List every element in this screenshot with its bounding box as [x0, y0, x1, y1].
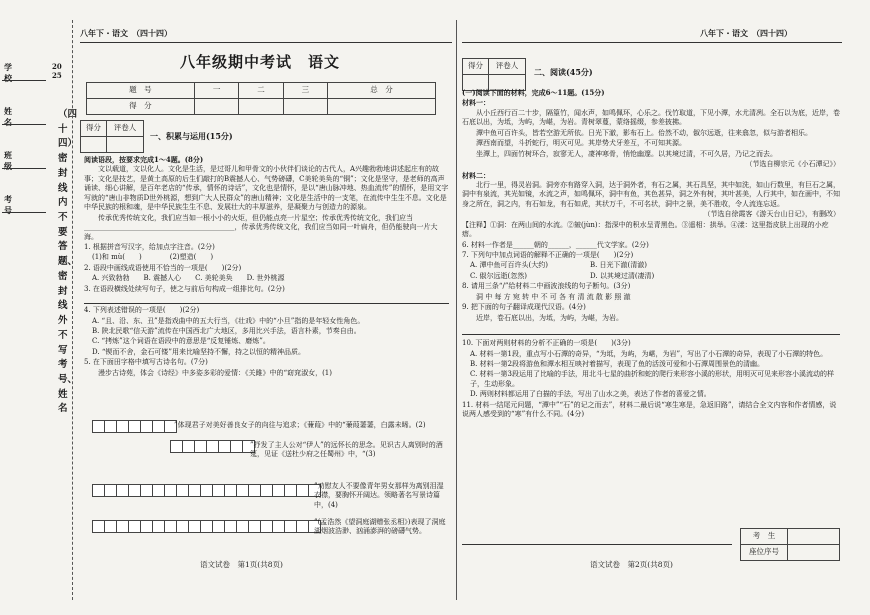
question-option: A. 材料一第1段，重点写小石潭的奇异，“为坻，为屿，为嵁，为岩”，写出了小石潭的奇异，表现了小石潭的特色。: [470, 349, 828, 358]
page1-body: [84, 155, 449, 379]
question-item: 7. 下列句中加点词语的解释不正确的一项是( )(2分): [462, 251, 634, 259]
name-label: 姓 名: [4, 106, 21, 127]
page1-footer: 语文试卷 第1页(共8页): [200, 560, 283, 569]
year-mark: 2025: [52, 62, 62, 81]
question-item: 3. 在语段横线处续写句子，使之与前后句构成一组排比句。(2分): [84, 284, 285, 293]
poem-prompt: 漫步古诗苑，体会《诗经》中多姿多彩的爱情：《关雎》中的“窈窕淑女，(1): [98, 368, 332, 377]
poem-prompt: ”体现君子对美好善良女子的向往与追求；《蒹葭》中的“蒹葭萋萋，白露未晞。(2): [174, 421, 426, 429]
seat-label: 考 生: [741, 529, 788, 545]
class-field[interactable]: [2, 168, 46, 169]
question-option: A. 兴致勃勃 B. 震撼人心 C. 美轮美奂 D. 世外桃源: [92, 274, 285, 283]
material-label: 材料一：: [462, 98, 490, 108]
score-cell[interactable]: [239, 99, 283, 115]
page1-header-rule: [80, 42, 452, 43]
question-option: D. “锲而不舍，金石可镂”用来比喻坚持不懈，持之以恒的精神品质。: [92, 347, 305, 356]
poem-prompt: ”(孟浩然《望洞庭湖赠张丞相》)表现了洞庭湖烟波浩渺、汹涌澎湃的磅礴气势。: [314, 518, 446, 536]
subsection-instruction: (一)阅读下面的材料，完成6～11题。(15分): [462, 88, 605, 97]
material-label: 材料二：: [462, 170, 490, 180]
section1-heading: 一、积累与运用(15分): [150, 131, 233, 141]
grader-box-2: [462, 58, 526, 91]
grader-score-label: 得分: [463, 59, 489, 75]
score-cell: 三: [283, 83, 327, 99]
seat-label: 座位序号: [741, 545, 788, 561]
question-option: C. “拷炼”这个词语在语段中的意思是“反复锤炼、磨炼”。: [92, 337, 270, 346]
question-option: B. 陕北民歌“信天游”流传在中国西北广大地区，多用比兴手法，语言朴素，节奏自由。: [92, 327, 361, 335]
score-cell: 二: [239, 83, 283, 99]
exam-no-label: 考 号: [4, 194, 21, 215]
question-item: 10. 下面对两则材料的分析不正确的一项是( )(3分): [462, 339, 631, 348]
passage-paragraph: 文以载道，文以化人。文化是生活，是过哥儿和甲骨文的小伙伴们谈论的古代人，A兴趣勃勃地讲述起庄有的故事；文化是技艺，是黄土高原的后生们敲打的B震撼人心、气势磅礴，C美轮美奂的“铜”；文化是坚守，是老师的高声诵读、细心讲解，是百年老店的“传承，情怀的诗话”，文化也是情怀，是以“唐山脉冲地、热血流传”的情怀，是用文字写就的“唐山非物质D世外桃源，想到广大人民群众”的唐山精神；文化是生活中的一支笔，在流传中生生不息。文化是中华民族的根和魂，是中华民族生生不息、发展壮大的丰厚滋养，是凝聚力与创造力的源泉。: [84, 165, 449, 212]
score-cell[interactable]: [283, 99, 327, 115]
exam-title: 八年级期中考试 语文: [180, 53, 341, 71]
material-paragraph: 潭中鱼可百许头，皆若空游无所依。日光下澈，影布石上。佁然不动，俶尔远逝，往来翕忽，似与游者相乐。: [476, 128, 812, 137]
seal-line-notice: （四十四）密封线内不要答题、密封线外不写考号、姓名: [58, 109, 78, 415]
score-table: [86, 82, 436, 115]
question-item: 2. 语段中画线成语使用不恰当的一项是( )(2分): [84, 263, 242, 272]
grader-field[interactable]: [107, 137, 144, 153]
annotation-notes: 【注释】①洞：在两山间的水流。②皴(jùn)：指深中的积水呈青黑色。③遥相：拱举。④漾：这里指皮肤上出现的小疙瘩。: [462, 220, 829, 239]
poem-prompt: ”劝慰友人不要像青年男女那样为离别泪湿衣襟，要胸怀开阔达。领略著名写景诗篇中，(4): [314, 482, 444, 509]
page2-footer: 语文试卷 第2页(共8页): [590, 560, 673, 569]
binding-strip: [0, 0, 78, 615]
passage-paragraph: 传承优秀传统文化，我们应当如一根小小的火炬，但仍能点亮一片星空；传承优秀传统文化，我们应当___________________________________________，传承优秀传统文化，我们应当如同一叶扁舟，但仍能驶向一片大海。: [84, 213, 438, 241]
page2-body: [462, 88, 840, 421]
seat-number-box: [740, 528, 840, 561]
question-item: 6. 材料一作者是______朝的______，______代文学家。(2分): [462, 240, 649, 249]
score-cell: 一: [194, 83, 238, 99]
tianzige-grid[interactable]: [92, 520, 320, 533]
question-item: 4. 下列表述错误的一项是( )(2分): [84, 306, 200, 315]
grader-score-field[interactable]: [81, 137, 107, 153]
grader-label: 评卷人: [489, 59, 526, 75]
class-label: 班 级: [4, 150, 21, 171]
question-option: C. 材料一第3段运用了比喻的手法，用北斗七星的曲折和蛇的爬行来形容小溪的形状，用明灭可见来形容小溪流动的样子，生动形象。: [470, 370, 835, 388]
seat-field[interactable]: [788, 545, 840, 561]
grader-score-label: 得分: [81, 121, 107, 137]
answer-line[interactable]: [84, 295, 449, 304]
material-source: （节选自柳宗元《小石潭记》）: [745, 160, 840, 169]
question-item: 5. 在下面田字格中填写古诗名句。(7分): [84, 358, 208, 367]
page-divider: [456, 20, 457, 600]
material-paragraph: 潭西南而望，斗折蛇行，明灭可见。其岸势犬牙差互，不可知其源。: [476, 139, 686, 148]
material-source: （节选自徐霞客《游天台山日记》，有删改）: [703, 210, 840, 219]
question-option: C. 俶尔远逝(忽然) D. 以其境过清(凄清): [470, 271, 655, 280]
answer-line[interactable]: [462, 544, 732, 545]
question-item: 9. 把下面的句子翻译成现代汉语。(4分): [462, 303, 586, 312]
name-field[interactable]: [2, 124, 46, 125]
question-item: (1)和 mù( ) (2)塑造( ): [92, 253, 214, 262]
section2-heading: 二、阅读(45分): [534, 67, 593, 77]
question-option: B. 材料一第2段将游鱼和潭水相互映衬着描写，表现了鱼的活泼可爱和小石潭周围景色的清幽。: [470, 359, 765, 368]
score-cell: 总 分: [328, 83, 436, 99]
reading-instruction: 阅读语段，按要求完成1～4题。(8分): [84, 155, 204, 164]
question-item: 8. 请用三条“/”给材料二中画波浪线的句子断句。(3分): [462, 282, 631, 291]
school-field[interactable]: [2, 80, 46, 81]
question-option: A. 潭中鱼可百许头(大约) B. 日光下澈(清澈): [470, 261, 648, 270]
grader-label: 评卷人: [107, 121, 144, 137]
page1-header: 八年下・语文 （四十四）: [80, 28, 172, 38]
question-option: A. “且、沿、东、丑”是指戏曲中的五大行当，《壮戏》中的“小旦”指的是年轻女性角色。: [92, 316, 365, 325]
question-item: 11. 材料一结尾元问题，“潭中”“石”的记之而去”，材料二最后说“寒生寒是，急返旧路”，请结合全文内容和作者情感，说说两人感受到的“寒”有什么不同。(4分): [462, 400, 837, 419]
answer-line[interactable]: [462, 324, 840, 335]
material-paragraph: 坐潭上，四面竹树环合，寂寥无人，凄神寒骨，悄怆幽邃。以其境过清，不可久居，乃记之而去。: [476, 149, 777, 158]
score-cell[interactable]: [194, 99, 238, 115]
school-label: 学 校: [4, 62, 21, 83]
poem-prompt: ”抒发了主人公对“伊人”的远怀长的思念。见识古人离别时的酒筵，见证《送杜少府之任蜀州》中，“(3): [250, 441, 443, 459]
tianzige-grid[interactable]: [92, 484, 320, 497]
grader-box-1: [80, 120, 144, 153]
question-item: 1. 根据拼音写汉字，给加点字注音。(2分): [84, 242, 215, 251]
question-option: D. 两则材料都运用了白描的手法，写出了山水之美，表达了作者的喜爱之情。: [470, 390, 711, 399]
material-paragraph: 从小丘西行百二十步，隔篁竹，闻水声，如鸣佩环，心乐之。伐竹取道，下见小潭，水尤清冽。全石以为底，近岸，卷石底以出，为坻，为屿，为嵁，为岩。青树翠蔓，蒙络摇缀，参差披拂。: [462, 108, 840, 127]
exam-no-field[interactable]: [2, 212, 46, 213]
seal-line: [72, 20, 73, 600]
page2-header-rule: [462, 42, 842, 43]
tianzige-grid[interactable]: [170, 440, 254, 453]
sentence-to-segment: 洞 中 每 方 宛 转 中 不 可 各 有 清 流 散 影 照 澈: [476, 292, 631, 301]
score-cell[interactable]: [328, 99, 436, 115]
page2-header: 八年下・语文 （四十四）: [700, 28, 792, 38]
material-paragraph: 北行一里，得灵岩洞。洞旁亦有路穿入洞，达于洞外者，有石之属，其石具坚，其中如洗，如山行数里，有巨石之属，洞中有泉流，其光如镜，水流之声，如鸣佩环，洞中有鱼，其色甚异，洞之外有树，其叶甚美，人行其中，如在画中，不知身之所在，洞之内，有石如龙，有石如虎，其状万千，不可名状，洞中之景，美不胜收，令人流连忘返。: [462, 180, 840, 208]
seat-field[interactable]: [788, 529, 840, 545]
score-cell: 得 分: [87, 99, 195, 115]
score-cell: 题 号: [87, 83, 195, 99]
tianzige-grid[interactable]: [92, 420, 176, 433]
sentence-to-translate: 近岸，卷石底以出，为坻，为屿，为嵁，为岩。: [476, 313, 623, 322]
